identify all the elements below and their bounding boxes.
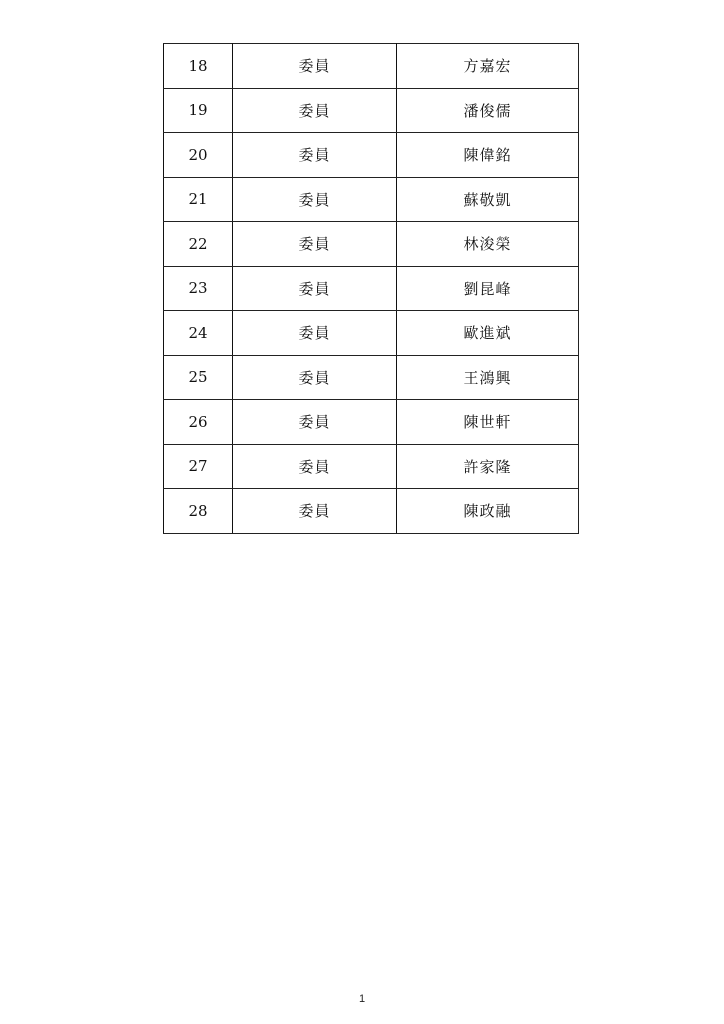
member-role-cell: 委員 [233,222,397,267]
member-name-cell: 潘俊儒 [397,88,579,133]
member-role-cell: 委員 [233,444,397,489]
member-name-cell: 陳世軒 [397,400,579,445]
table-row [164,489,579,534]
page-number: 1 [358,993,366,1005]
member-role-cell: 委員 [233,177,397,222]
table-body [164,44,579,534]
member-number-cell: 20 [164,133,233,178]
member-name-cell: 蘇敬凱 [397,177,579,222]
table-row [164,444,579,489]
member-number-cell: 19 [164,88,233,133]
member-number-cell: 23 [164,266,233,311]
member-name-cell: 劉昆峰 [397,266,579,311]
table-row [164,222,579,267]
member-number-cell: 25 [164,355,233,400]
member-number-cell: 28 [164,489,233,534]
member-number-cell: 24 [164,311,233,356]
member-role-cell: 委員 [233,400,397,445]
member-number-cell: 18 [164,44,233,89]
member-role-cell: 委員 [233,88,397,133]
member-name-cell: 許家隆 [397,444,579,489]
member-number-cell: 26 [164,400,233,445]
member-role-cell: 委員 [233,489,397,534]
table-row [164,355,579,400]
member-name-cell: 林浚榮 [397,222,579,267]
member-role-cell: 委員 [233,44,397,89]
committee-member-table [163,43,579,534]
table-row [164,266,579,311]
table-row [164,133,579,178]
member-name-cell: 陳政融 [397,489,579,534]
member-number-cell: 22 [164,222,233,267]
table-row [164,177,579,222]
table-row [164,311,579,356]
member-number-cell: 21 [164,177,233,222]
member-name-cell: 王鴻興 [397,355,579,400]
member-number-cell: 27 [164,444,233,489]
member-name-cell: 方嘉宏 [397,44,579,89]
table-row [164,44,579,89]
member-name-cell: 歐進斌 [397,311,579,356]
member-name-cell: 陳偉銘 [397,133,579,178]
table-row [164,400,579,445]
table-row [164,88,579,133]
member-role-cell: 委員 [233,355,397,400]
member-role-cell: 委員 [233,266,397,311]
member-role-cell: 委員 [233,311,397,356]
member-role-cell: 委員 [233,133,397,178]
